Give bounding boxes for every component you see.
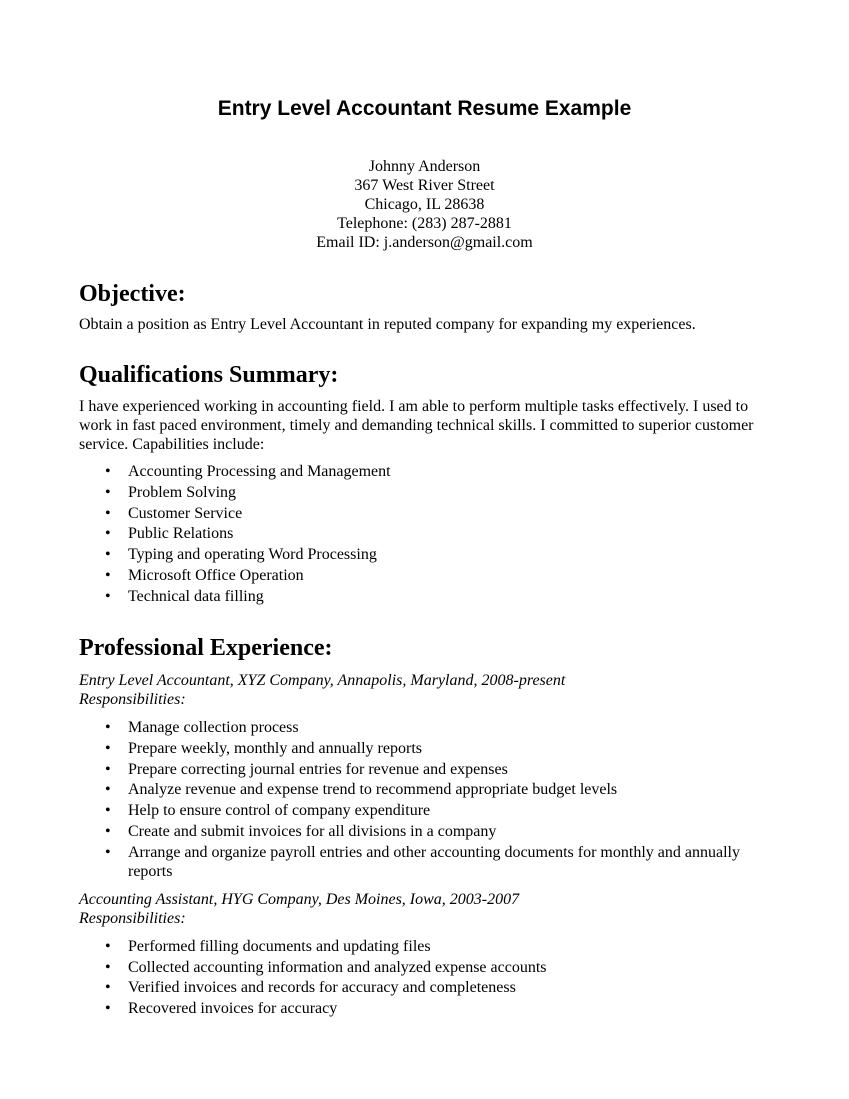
job-entry xyxy=(79,671,779,881)
responsibilities-list xyxy=(79,718,779,881)
list-item: • Create and submit invoices for all divisions in a company xyxy=(79,822,778,843)
responsibilities-label: Responsibilities: xyxy=(79,909,186,927)
bullet-icon: • xyxy=(105,525,111,543)
bullet-icon: • xyxy=(105,739,111,757)
responsibilities-list xyxy=(79,937,779,1020)
list-item: • Collected accounting information and analyzed expense accounts xyxy=(79,958,778,979)
list-item: • Microsoft Office Operation xyxy=(79,566,778,587)
objective-heading: Objective: xyxy=(79,281,186,307)
list-item: • Customer Service xyxy=(79,504,778,525)
bullet-icon: • xyxy=(105,958,111,976)
list-item: • Prepare correcting journal entries for revenue and expenses xyxy=(79,760,778,781)
list-item: • Accounting Processing and Management xyxy=(79,462,778,483)
job-title: Entry Level Accountant, XYZ Company, Annapolis, Maryland, 2008-present xyxy=(79,672,566,689)
job-entry xyxy=(79,890,779,1020)
bullet-icon: • xyxy=(105,566,111,584)
bullet-icon: • xyxy=(105,781,111,799)
bullet-icon: • xyxy=(105,1000,111,1018)
objective-text: Obtain a position as Entry Level Accountant in reputed company for expanding my experiences. xyxy=(79,316,696,333)
job-title: Accounting Assistant, HYG Company, Des Moines, Iowa, 2003-2007 xyxy=(79,890,520,908)
list-item: • Performed filling documents and updating files xyxy=(79,937,778,958)
bullet-icon: • xyxy=(105,463,111,480)
list-item: • Verified invoices and records for accuracy and completeness xyxy=(79,978,778,999)
bullet-icon: • xyxy=(105,546,111,564)
bullet-icon: • xyxy=(105,802,111,820)
bullet-icon: • xyxy=(105,979,111,997)
list-item: • Analyze revenue and expense trend to recommend appropriate budget levels xyxy=(79,780,778,801)
bullet-icon: • xyxy=(105,587,111,605)
contact-name: Johnny Anderson xyxy=(368,158,481,175)
experience-section xyxy=(79,634,779,1020)
qualifications-section xyxy=(79,361,779,608)
experience-heading: Professional Experience: xyxy=(79,635,333,661)
contact-email: Email ID: j.anderson@gmail.com xyxy=(316,234,533,251)
capabilities-list xyxy=(79,462,779,608)
list-item: • Manage collection process xyxy=(79,718,778,739)
qualifications-text: I have experienced working in accounting field. I am able to perform multiple tasks effectively. I used to work in fast paced environment, timely and demanding technical skills. I committed to superior customer service. Capabilities include: xyxy=(79,398,754,453)
list-item: • Help to ensure control of company expenditure xyxy=(79,801,778,822)
bullet-icon: • xyxy=(105,937,111,955)
list-item: • Problem Solving xyxy=(79,483,778,504)
list-item: • Recovered invoices for accuracy xyxy=(79,999,778,1020)
contact-block xyxy=(0,157,849,252)
bullet-icon: • xyxy=(105,843,111,861)
contact-telephone: Telephone: (283) 287-2881 xyxy=(337,215,512,232)
bullet-icon: • xyxy=(105,760,111,778)
list-item: • Public Relations xyxy=(79,524,778,545)
bullet-icon: • xyxy=(105,504,111,522)
list-item: • Prepare weekly, monthly and annually reports xyxy=(79,739,778,760)
qualifications-heading: Qualifications Summary: xyxy=(79,362,339,388)
responsibilities-label: Responsibilities: xyxy=(79,691,186,708)
list-item: • Typing and operating Word Processing xyxy=(79,545,778,566)
list-item: • Arrange and organize payroll entries and other accounting documents for monthly and annually reports xyxy=(105,843,740,880)
contact-city: Chicago, IL 28638 xyxy=(364,196,485,213)
bullet-icon: • xyxy=(105,719,111,736)
bullet-icon: • xyxy=(105,483,111,501)
contact-street: 367 West River Street xyxy=(354,177,495,194)
objective-section xyxy=(79,280,779,334)
bullet-icon: • xyxy=(105,822,111,840)
page-title: Entry Level Accountant Resume Example xyxy=(217,97,632,120)
list-item: • Technical data filling xyxy=(79,587,778,608)
